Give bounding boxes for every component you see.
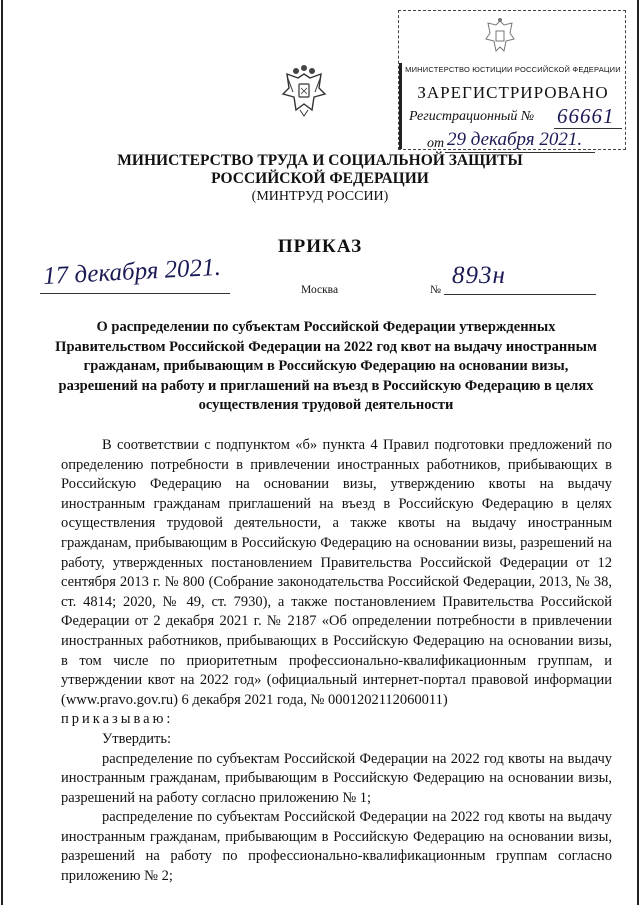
stamp-emblem-icon [484, 17, 516, 55]
order-date: 17 декабря 2021. [42, 253, 222, 291]
stamp-ministry: МИНИСТЕРСТВО ЮСТИЦИИ РОССИЙСКОЙ ФЕДЕРАЦИИ [405, 65, 621, 74]
order-date-underline [40, 293, 230, 294]
order-number-label: № [430, 284, 441, 296]
body-paragraph-preamble: В соответствии с подпунктом «б» пункта 4 Правил подготовки предложений по определению потребности в привлечении иностранных работников, прибывающих в Российскую Федерацию на основании визы, утверждению квоты на выдачу иностранным гражданам приглашений на въезд в Российскую Федерацию в целях осуществления трудовой деятельности, а также квоты на выдачу иностранным гражданам, прибывающим в Российскую Федерацию на основании визы, разрешений на работу, утвержденных постановлением Правительства Российской Федерации от 12 сентября 2013 г. № 800 (Собрание законодательства Российской Федерации, 2013, № 38, ст. 4814; 2020, № 49, ст. 7930), а также постановлением Правительства Российской Федерации от 2 декабря 2021 г. № 2187 «Об определении потребности в привлечении иностранных работников, прибывающих в Российскую Федерацию на основании визы, в том числе по приоритетным профессионально-квалификационным группам, и утверждении квот на 2022 год» (официальный интернет-портал правовой информации (www.pravo.gov.ru) 6 декабря 2021 года, № 0001202112060011) [61, 437, 612, 708]
stamp-left-bar [399, 63, 402, 149]
stamp-registered: ЗАРЕГИСТРИРОВАНО [417, 83, 609, 102]
ministry-subtitle: РОССИЙСКОЙ ФЕДЕРАЦИИ [211, 170, 429, 187]
stamp-reg-number: 66661 [557, 104, 615, 128]
document-body [61, 436, 612, 887]
registration-stamp [398, 10, 626, 150]
body-paragraph-item-1: распределение по субъектам Российской Федерации на 2022 год квоты на выдачу иностранным гражданам, прибывающим в Российскую Федерацию на основании визы, разрешений на работу согласно приложению № 1; [61, 750, 612, 806]
stamp-date-value: 29 декабря 2021. [447, 129, 583, 150]
order-number-underline [444, 294, 596, 295]
stamp-reg-label: Регистрационный № [409, 109, 535, 124]
ministry-title: МИНИСТЕРСТВО ТРУДА И СОЦИАЛЬНОЙ ЗАЩИТЫ [117, 152, 523, 169]
body-paragraph-item-2: распределение по субъектам Российской Федерации на 2022 год квоты на выдачу иностранным гражданам, прибывающим в Российскую Федерацию на основании визы, разрешений на работу по профессионально-квалификационным группам согласно приложению № 2; [61, 809, 612, 885]
page-left-border [1, 0, 3, 905]
document-type: ПРИКАЗ [277, 236, 363, 257]
body-paragraph-order-word: приказываю: [61, 711, 174, 728]
page-right-border [637, 0, 639, 905]
body-paragraph-approve: Утвердить: [102, 730, 171, 747]
ministry-short-name: (МИНТРУД РОССИИ) [251, 189, 389, 204]
document-subject: О распределении по субъектам Российской Федерации утвержденных Правительством Российской Федерации на 2022 год квот на выдачу иностранным гражданам, прибывающим в Российскую Федерацию на основании визы, разрешений на работу и приглашений на въезд в Российскую Федерацию в целях осуществления трудовой деятельности [55, 319, 597, 413]
stamp-date-label: от [427, 136, 445, 151]
order-city: Москва [301, 284, 339, 296]
coat-of-arms-icon [281, 64, 327, 118]
order-number: 893н [452, 262, 506, 289]
